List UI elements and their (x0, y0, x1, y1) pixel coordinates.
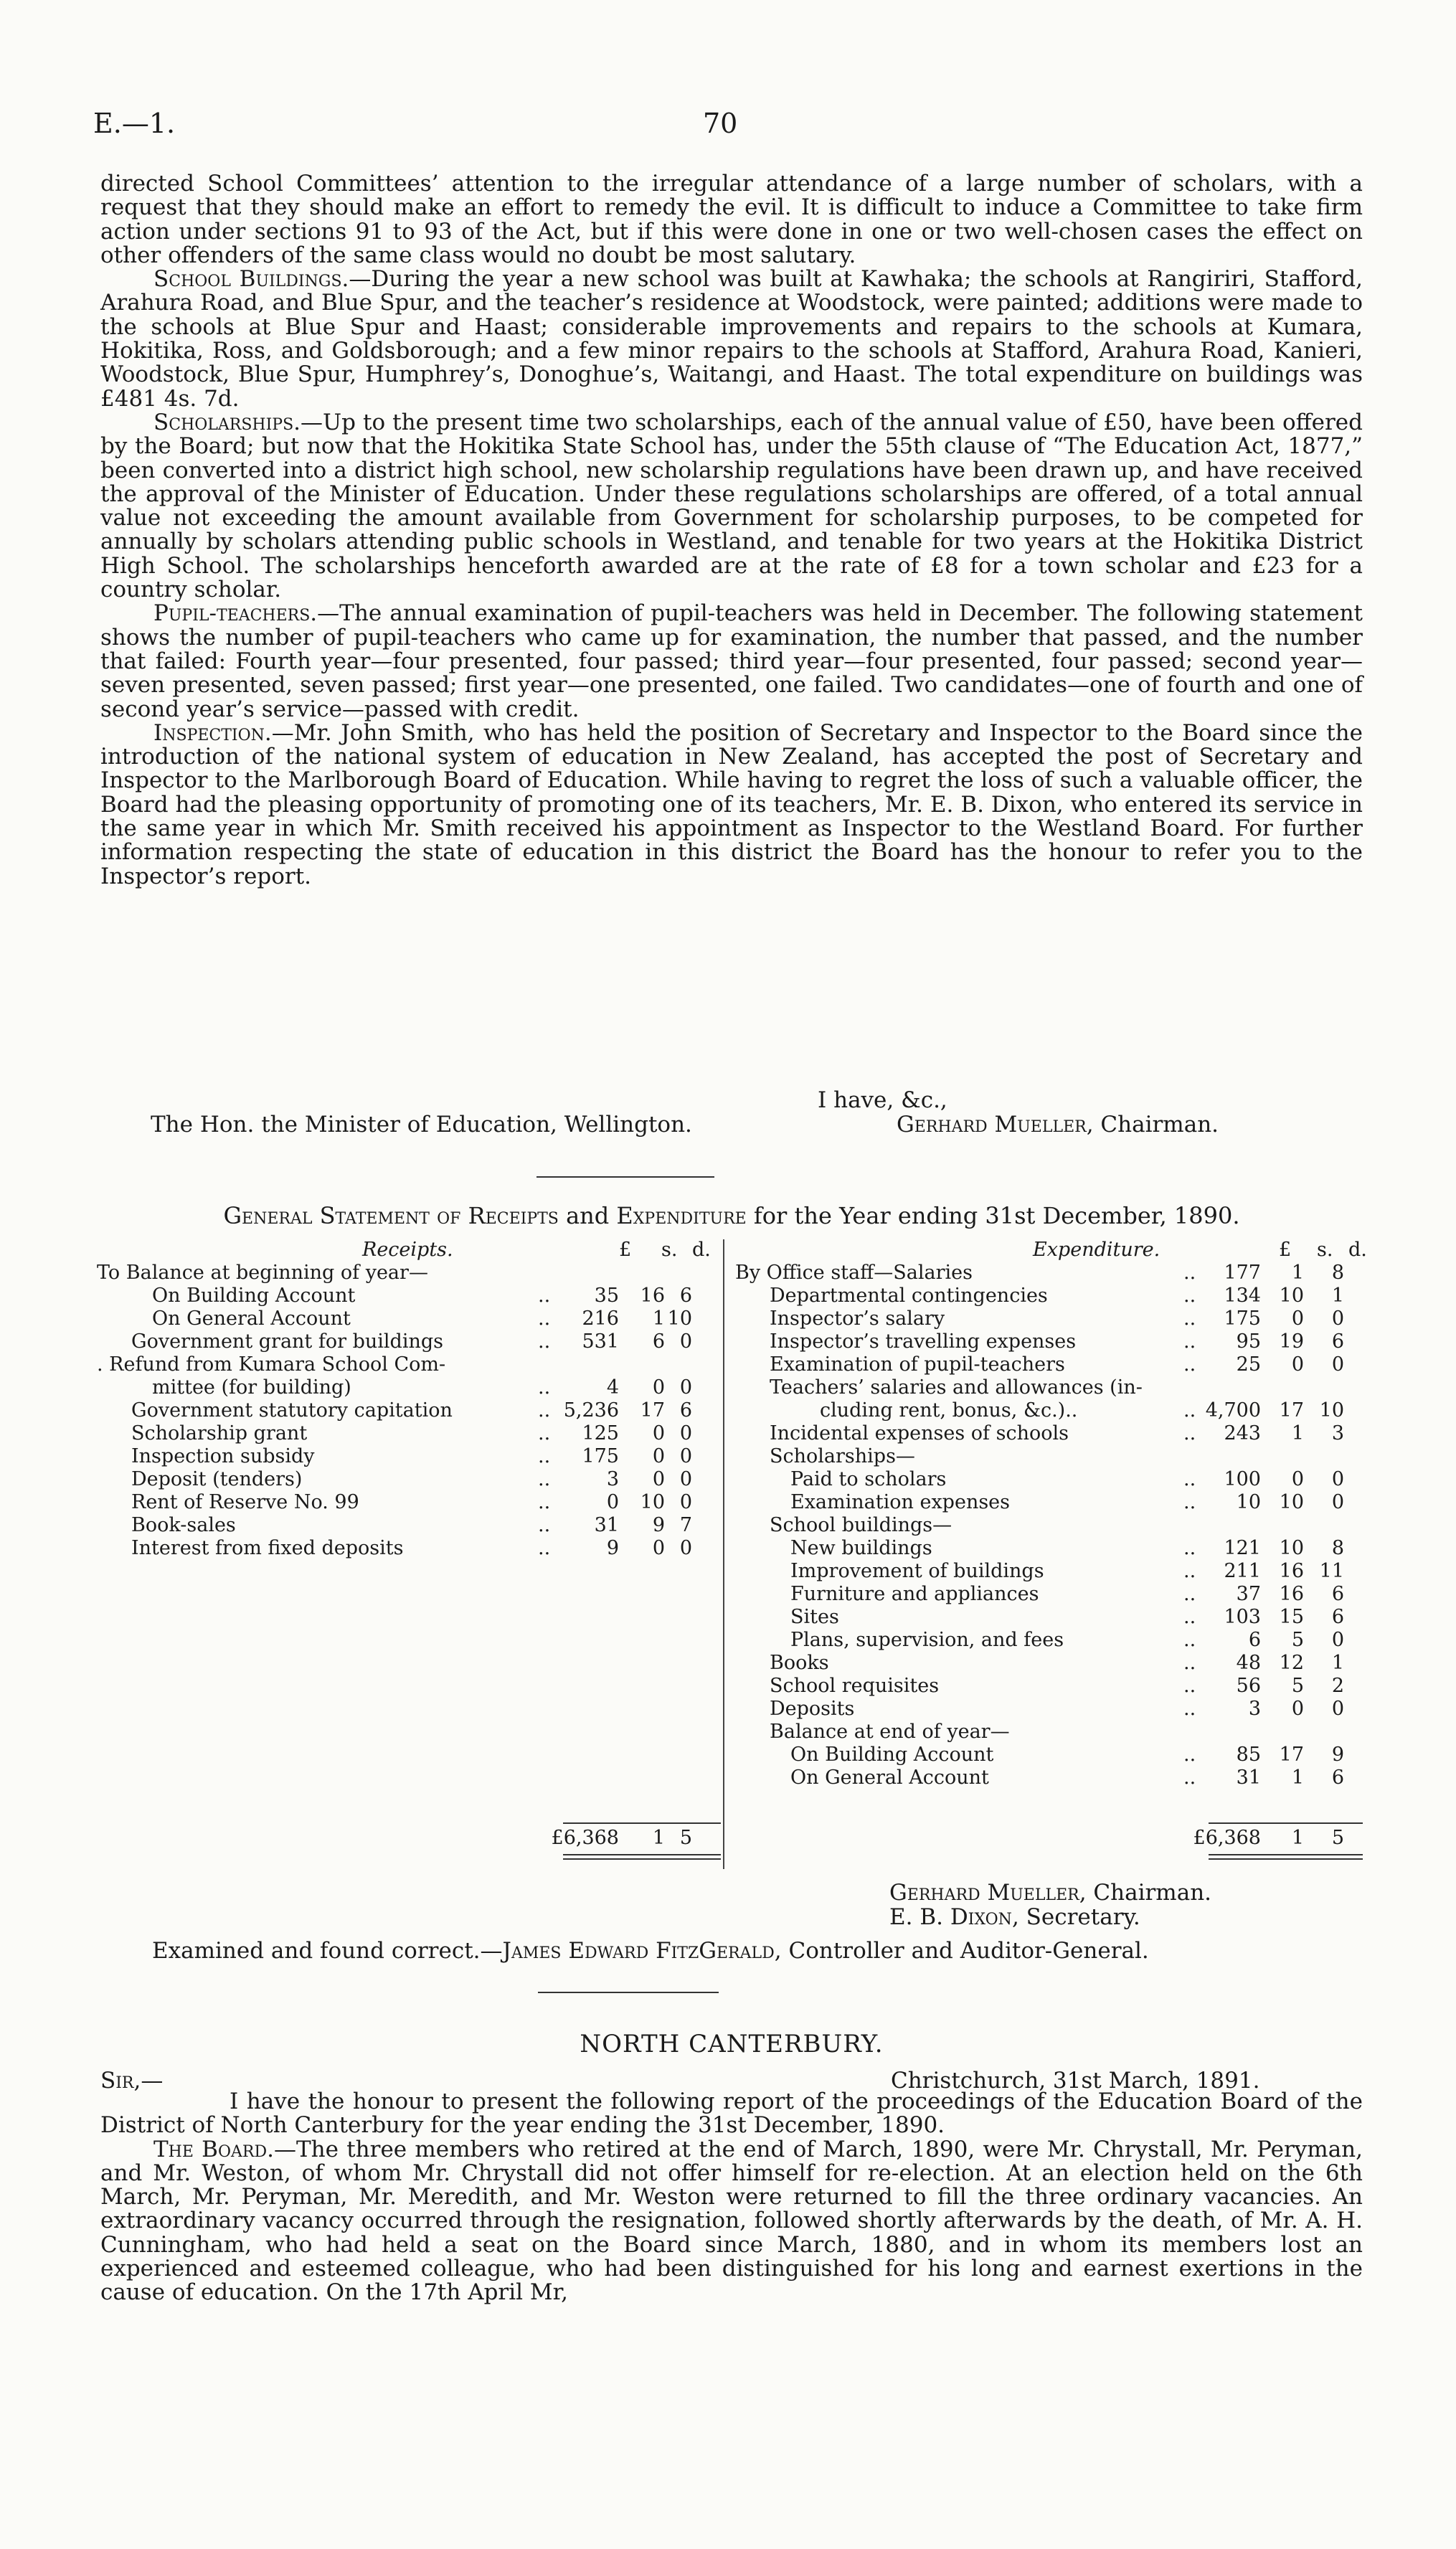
pounds-value: 9 (606, 1537, 619, 1559)
expenditure-label: Departmental contingencies (770, 1285, 1048, 1307)
receipts-label: Government grant for buildings (131, 1330, 443, 1353)
leader-dots: .. (538, 1468, 551, 1490)
pounds-value: 5,236 (563, 1399, 619, 1422)
total-pence: 5 (679, 1827, 692, 1849)
receipts-row (97, 1262, 721, 1285)
pence-value: 1 (1331, 1285, 1344, 1307)
document-code: E.—1. (93, 108, 176, 139)
receipts-row (97, 1330, 721, 1353)
statement-chairman-signature: Gerhard Mueller, Chairman. (889, 1880, 1212, 1906)
section-title: NORTH CANTERBURY. (580, 2030, 884, 2058)
shillings-heading: s. (1317, 1239, 1333, 1261)
pounds-value: 125 (582, 1422, 619, 1444)
total-rule (1209, 1854, 1363, 1855)
expenditure-label: Sites (790, 1606, 839, 1628)
shillings-value: 5 (1291, 1675, 1304, 1697)
receipts-row (97, 1537, 721, 1560)
expenditure-row (735, 1399, 1363, 1422)
paragraph-intro: I have the honour to present the following report of the proceedings of the Education Board of the District of North Canterbury for the year ending the 31st December, 1890. (100, 2089, 1363, 2139)
leader-dots: .. (1183, 1537, 1196, 1559)
receipts-row (97, 1445, 721, 1468)
pence-value: 2 (1331, 1675, 1344, 1697)
pounds-value: 10 (1236, 1491, 1261, 1513)
sum-rule (563, 1822, 721, 1824)
pounds-value: 531 (582, 1330, 619, 1353)
total-rule (563, 1854, 721, 1855)
expenditure-label: Balance at end of year— (770, 1721, 1010, 1743)
shillings-value: 9 (652, 1514, 665, 1536)
pence-value: 10 (667, 1307, 692, 1330)
leader-dots: .. (1183, 1767, 1196, 1789)
leader-dots: .. (538, 1537, 551, 1559)
expenditure-total-row (735, 1827, 1363, 1850)
letter-date: Christchurch, 31st March, 1891. (891, 2068, 1260, 2094)
shillings-value: 16 (1279, 1560, 1304, 1582)
pence-value: 0 (679, 1376, 692, 1399)
pounds-value: 121 (1224, 1537, 1261, 1559)
shillings-value: 0 (652, 1422, 665, 1444)
column-divider (723, 1239, 724, 1869)
pence-value: 6 (679, 1399, 692, 1422)
expenditure-row (735, 1491, 1363, 1514)
expenditure-row (735, 1583, 1363, 1606)
pounds-value: 4,700 (1205, 1399, 1261, 1422)
expenditure-row (735, 1560, 1363, 1583)
pence-value: 0 (1331, 1698, 1344, 1720)
receipts-heading: Receipts. (362, 1239, 453, 1261)
shillings-value: 0 (1291, 1307, 1304, 1330)
shillings-value: 0 (652, 1445, 665, 1467)
leader-dots: .. (1183, 1583, 1196, 1605)
total-rule (563, 1858, 721, 1860)
leader-dots: .. (1183, 1307, 1196, 1330)
pounds-value: 175 (582, 1445, 619, 1467)
expenditure-row (735, 1307, 1363, 1330)
receipts-row (97, 1422, 721, 1445)
pence-value: 6 (679, 1285, 692, 1307)
shillings-value: 1 (652, 1307, 665, 1330)
receipts-label: Government statutory capitation (131, 1399, 453, 1422)
leader-dots: .. (1183, 1606, 1196, 1628)
shillings-value: 17 (1279, 1399, 1304, 1422)
pounds-heading: £ (1279, 1239, 1292, 1261)
expenditure-row (735, 1721, 1363, 1744)
pence-heading: d. (1348, 1239, 1367, 1261)
section-divider (538, 1992, 719, 1993)
report-body (100, 172, 1363, 889)
expenditure-row (735, 1285, 1363, 1307)
receipts-header-row (97, 1239, 721, 1262)
shillings-value: 19 (1279, 1330, 1304, 1353)
addressee: The Hon. the Minister of Education, Wellington. (151, 1112, 692, 1138)
shillings-value: 0 (1291, 1353, 1304, 1376)
receipts-label: Rent of Reserve No. 99 (131, 1491, 359, 1513)
pence-value: 0 (1331, 1468, 1344, 1490)
expenditure-row (735, 1767, 1363, 1789)
leader-dots: .. (1183, 1675, 1196, 1697)
auditor-certification: Examined and found correct.—James Edward FitzGerald, Controller and Auditor-General. (152, 1938, 1149, 1964)
receipts-row (97, 1468, 721, 1491)
leader-dots: .. (1183, 1698, 1196, 1720)
expenditure-row (735, 1629, 1363, 1652)
expenditure-row (735, 1675, 1363, 1698)
pence-value: 10 (1319, 1399, 1344, 1422)
leader-dots: .. (1183, 1652, 1196, 1674)
shillings-value: 0 (1291, 1468, 1304, 1490)
shillings-value: 17 (1279, 1744, 1304, 1766)
receipts-label: Deposit (tenders) (131, 1468, 303, 1490)
leader-dots: .. (1183, 1468, 1196, 1490)
leader-dots: .. (538, 1422, 551, 1444)
pounds-heading: £ (619, 1239, 632, 1261)
expenditure-table (735, 1239, 1367, 1849)
total-shillings: 1 (1291, 1827, 1304, 1849)
salutation: Sir,— (100, 2068, 164, 2094)
shillings-value: 6 (652, 1330, 665, 1353)
shillings-value: 12 (1279, 1652, 1304, 1674)
pence-value: 0 (1331, 1491, 1344, 1513)
pounds-value: 25 (1236, 1353, 1261, 1376)
report-signoff (100, 1089, 1363, 1139)
pence-value: 7 (679, 1514, 692, 1536)
shillings-value: 10 (1279, 1285, 1304, 1307)
paragraph-board: The Board.—The three members who retired at the end of March, 1890, were Mr. Chrystall, Mr. Peryman, and Mr. Weston, of whom Mr. Chrystall did not offer himself for re-election. At an election held on the 6th March, Mr. Peryman, Mr. Meredith, and Mr. Weston were returned to fill the three ordinary vacancies. An extraordinary vacancy occurred through the resignation, followed shortly afterwards by the death, of Mr. A. H. Cunningham, who had held a seat on the Board since March, 1880, and in whom its members lost an experienced and esteemed colleague, who had been distinguished for his long and earnest exertions in the cause of education. On the 17th April Mr, (100, 2136, 1363, 2306)
pence-value: 11 (1319, 1560, 1344, 1582)
pence-value: 0 (1331, 1307, 1344, 1330)
shillings-heading: s. (661, 1239, 678, 1261)
chairman-signature: Gerhard Mueller, Chairman. (897, 1112, 1219, 1138)
expenditure-label: Deposits (770, 1698, 855, 1720)
paragraph-scholarships: Scholarships.—Up to the present time two scholarships, each of the annual value of £50, have been offered by the Board; but now that the Hokitika State School has, under the 55th clause of “The Education Act, 1877,” been converted into a district high school, new scholarship regulations have been drawn up, and have received the approval of the Minister of Education. Under these regulations scholarships are offered, of a total annual value not exceeding the amount available from Government for scholarship purposes, to be competed for annually by scholars attending public schools in Westland, and tenable for two years at the Hokitika District High School. The scholarships henceforth awarded are at the rate of £8 for a town scholar and £23 for a country scholar. (100, 409, 1363, 603)
expenditure-row (735, 1698, 1363, 1721)
leader-dots: .. (538, 1491, 551, 1513)
section-heading: Scholarships. (153, 409, 301, 435)
pence-value: 8 (1331, 1537, 1344, 1559)
leader-dots: .. (538, 1399, 551, 1422)
receipts-label: Scholarship grant (131, 1422, 308, 1444)
expenditure-label: By Office staff—Salaries (735, 1262, 973, 1284)
shillings-value: 1 (1291, 1262, 1304, 1284)
pounds-value: 95 (1236, 1330, 1261, 1353)
receipts-label: Interest from fixed deposits (131, 1537, 404, 1559)
expenditure-label: Inspector’s travelling expenses (770, 1330, 1077, 1353)
pounds-value: 31 (594, 1514, 619, 1536)
section-heading: The Board. (153, 2136, 274, 2162)
pounds-value: 35 (594, 1285, 619, 1307)
section-heading: School Buildings. (153, 266, 349, 293)
pounds-value: 56 (1236, 1675, 1261, 1697)
leader-dots: .. (1183, 1744, 1196, 1766)
expenditure-row (735, 1468, 1363, 1491)
expenditure-row (735, 1537, 1363, 1560)
pounds-value: 31 (1236, 1767, 1261, 1789)
expenditure-label: cluding rent, bonus, &c.).. (820, 1399, 1078, 1422)
leader-dots: .. (1183, 1422, 1196, 1444)
closing-line: I have, &c., (818, 1087, 947, 1113)
pounds-value: 216 (582, 1307, 619, 1330)
paragraph-pupil-teachers: Pupil-teachers.—The annual examination of pupil-teachers was held in December. The following statement shows the number of pupil-teachers who came up for examination, the number that passed, and the number that failed: Fourth year—four presented, four passed; third year—four presented, four passed; second year—seven presented, seven passed; first year—one presented, one failed. Two candidates—one of fourth and one of second year’s service—passed with credit. (100, 600, 1363, 722)
shillings-value: 10 (1279, 1537, 1304, 1559)
leader-dots: .. (1183, 1330, 1196, 1353)
shillings-value: 0 (652, 1376, 665, 1399)
receipts-table (97, 1239, 721, 1849)
receipts-label: mittee (for building) (152, 1376, 351, 1399)
total-pence: 5 (1331, 1827, 1344, 1849)
leader-dots: .. (1183, 1491, 1196, 1513)
pence-value: 0 (1331, 1629, 1344, 1651)
expenditure-label: Scholarships— (770, 1445, 915, 1467)
leader-dots: .. (1183, 1560, 1196, 1582)
pounds-value: 211 (1224, 1560, 1261, 1582)
pence-value: 0 (679, 1468, 692, 1490)
shillings-value: 0 (652, 1537, 665, 1559)
pence-value: 3 (1331, 1422, 1344, 1444)
pounds-value: 243 (1224, 1422, 1261, 1444)
pence-value: 8 (1331, 1262, 1344, 1284)
expenditure-label: On General Account (790, 1767, 989, 1789)
shillings-value: 10 (640, 1491, 665, 1513)
expenditure-label: Paid to scholars (790, 1468, 947, 1490)
pounds-value: 103 (1224, 1606, 1261, 1628)
expenditure-row (735, 1606, 1363, 1629)
pounds-value: 48 (1236, 1652, 1261, 1674)
leader-dots: .. (1183, 1285, 1196, 1307)
expenditure-row (735, 1514, 1363, 1537)
receipts-row (97, 1399, 721, 1422)
pounds-value: 175 (1224, 1307, 1261, 1330)
expenditure-label: Furniture and appliances (790, 1583, 1039, 1605)
receipts-row (97, 1376, 721, 1399)
expenditure-row (735, 1353, 1363, 1376)
shillings-value: 0 (652, 1468, 665, 1490)
receipts-total-row (97, 1827, 721, 1850)
pence-value: 9 (1331, 1744, 1344, 1766)
pence-value: 0 (679, 1491, 692, 1513)
receipts-row (97, 1491, 721, 1514)
leader-dots: .. (538, 1445, 551, 1467)
pence-value: 6 (1331, 1606, 1344, 1628)
pounds-value: 0 (606, 1491, 619, 1513)
receipts-label: . Refund from Kumara School Com- (97, 1353, 446, 1376)
expenditure-row (735, 1376, 1363, 1399)
pounds-value: 37 (1236, 1583, 1261, 1605)
shillings-value: 16 (1279, 1583, 1304, 1605)
total-pounds: £6,368 (551, 1827, 619, 1849)
expenditure-label: Incidental expenses of schools (770, 1422, 1069, 1444)
receipts-row (97, 1285, 721, 1307)
leader-dots: .. (538, 1307, 551, 1330)
expenditure-label: Examination of pupil-teachers (770, 1353, 1065, 1376)
expenditure-row (735, 1262, 1363, 1285)
expenditure-row (735, 1744, 1363, 1767)
expenditure-label: Examination expenses (790, 1491, 1011, 1513)
shillings-value: 1 (1291, 1767, 1304, 1789)
pence-heading: d. (692, 1239, 711, 1261)
expenditure-heading: Expenditure. (1033, 1239, 1160, 1261)
statement-secretary-signature: E. B. Dixon, Secretary. (889, 1904, 1140, 1930)
leader-dots: .. (538, 1285, 551, 1307)
section-heading: Pupil-teachers. (153, 600, 318, 627)
expenditure-label: New buildings (790, 1537, 932, 1559)
expenditure-row (735, 1330, 1363, 1353)
expenditure-label: Teachers’ salaries and allowances (in- (770, 1376, 1143, 1399)
receipts-label: On General Account (152, 1307, 351, 1330)
expenditure-label: On Building Account (790, 1744, 994, 1766)
total-pounds: £6,368 (1193, 1827, 1261, 1849)
pence-value: 0 (679, 1422, 692, 1444)
sum-rule (1209, 1822, 1363, 1824)
shillings-value: 5 (1291, 1629, 1304, 1651)
expenditure-label: Inspector’s salary (770, 1307, 945, 1330)
leader-dots: .. (1183, 1353, 1196, 1376)
pence-value: 6 (1331, 1583, 1344, 1605)
pounds-value: 85 (1236, 1744, 1261, 1766)
expenditure-row (735, 1652, 1363, 1675)
north-canterbury-body (100, 2090, 1363, 2305)
receipts-label: Inspection subsidy (131, 1445, 315, 1467)
pounds-value: 177 (1224, 1262, 1261, 1284)
pence-value: 0 (679, 1330, 692, 1353)
expenditure-label: Books (770, 1652, 829, 1674)
expenditure-row (735, 1422, 1363, 1445)
pence-value: 0 (679, 1537, 692, 1559)
pence-value: 1 (1331, 1652, 1344, 1674)
pounds-value: 4 (606, 1376, 619, 1399)
expenditure-header-row (735, 1239, 1367, 1262)
section-heading: Inspection. (153, 719, 272, 746)
shillings-value: 15 (1279, 1606, 1304, 1628)
expenditure-label: Improvement of buildings (790, 1560, 1044, 1582)
paragraph-inspection: Inspection.—Mr. John Smith, who has held the position of Secretary and Inspector to the Board since the introduction of the national system of education in New Zealand, has accepted the post of Secretary and Inspector to the Marlborough Board of Education. While having to regret the loss of such a valuable officer, the Board had the pleasing opportunity of promoting one of its teachers, Mr. E. B. Dixon, who entered its service in the same year in which Mr. Smith received his appointment as Inspector to the Westland Board. For further information respecting the state of education in this district the Board has the honour to refer you to the Inspector’s report. (100, 719, 1363, 889)
leader-dots: .. (538, 1514, 551, 1536)
pounds-value: 3 (1248, 1698, 1261, 1720)
leader-dots: .. (1183, 1262, 1196, 1284)
pence-value: 6 (1331, 1767, 1344, 1789)
receipts-row (97, 1514, 721, 1537)
expenditure-label: School buildings— (770, 1514, 952, 1536)
leader-dots: .. (1183, 1399, 1196, 1422)
pounds-value: 134 (1224, 1285, 1261, 1307)
pounds-value: 6 (1248, 1629, 1261, 1651)
page-number: 70 (703, 108, 738, 139)
pounds-value: 3 (606, 1468, 619, 1490)
receipts-row (97, 1307, 721, 1330)
paragraph-attendance: directed School Committees’ attention to the irregular attendance of a large number of scholars, with a request that they should make an effort to remedy the evil. It is difficult to induce a Committee to take firm action under sections 91 to 93 of the Act, but if this were done in one or two well-chosen cases the effect on other offenders of the same class would no doubt be most salutary. (100, 171, 1363, 268)
pence-value: 0 (679, 1445, 692, 1467)
receipts-row (97, 1353, 721, 1376)
receipts-label: To Balance at beginning of year— (97, 1262, 428, 1284)
leader-dots: .. (538, 1376, 551, 1399)
shillings-value: 17 (640, 1399, 665, 1422)
shillings-value: 16 (640, 1285, 665, 1307)
leader-dots: .. (1183, 1629, 1196, 1651)
expenditure-label: School requisites (770, 1675, 940, 1697)
total-shillings: 1 (652, 1827, 665, 1849)
statement-title: General Statement of Receipts and Expenditure for the Year ending 31st December, 1890. (223, 1202, 1240, 1229)
paragraph-school-buildings: School Buildings.—During the year a new school was built at Kawhaka; the schools at Rangiriri, Stafford, Arahura Road, and Blue Spur, and the teacher’s residence at Woodstock, were painted; additions were made to the schools at Blue Spur and Haast; considerable improvements and repairs to the schools at Kumara, Hokitika, Ross, and Goldsborough; and a few minor repairs to the schools at Stafford, Arahura Road, Kanieri, Woodstock, Blue Spur, Humphrey’s, Donoghue’s, Waitangi, and Haast. The total expenditure on buildings was £481 4s. 7d. (100, 266, 1363, 412)
pounds-value: 100 (1224, 1468, 1261, 1490)
pence-value: 0 (1331, 1353, 1344, 1376)
pence-value: 6 (1331, 1330, 1344, 1353)
section-divider (536, 1176, 714, 1178)
shillings-value: 1 (1291, 1422, 1304, 1444)
expenditure-label: Plans, supervision, and fees (790, 1629, 1064, 1651)
receipts-label: On Building Account (152, 1285, 356, 1307)
expenditure-row (735, 1445, 1363, 1468)
page-header (93, 108, 1363, 151)
shillings-value: 10 (1279, 1491, 1304, 1513)
total-rule (1209, 1858, 1363, 1860)
leader-dots: .. (538, 1330, 551, 1353)
shillings-value: 0 (1291, 1698, 1304, 1720)
receipts-label: Book-sales (131, 1514, 236, 1536)
